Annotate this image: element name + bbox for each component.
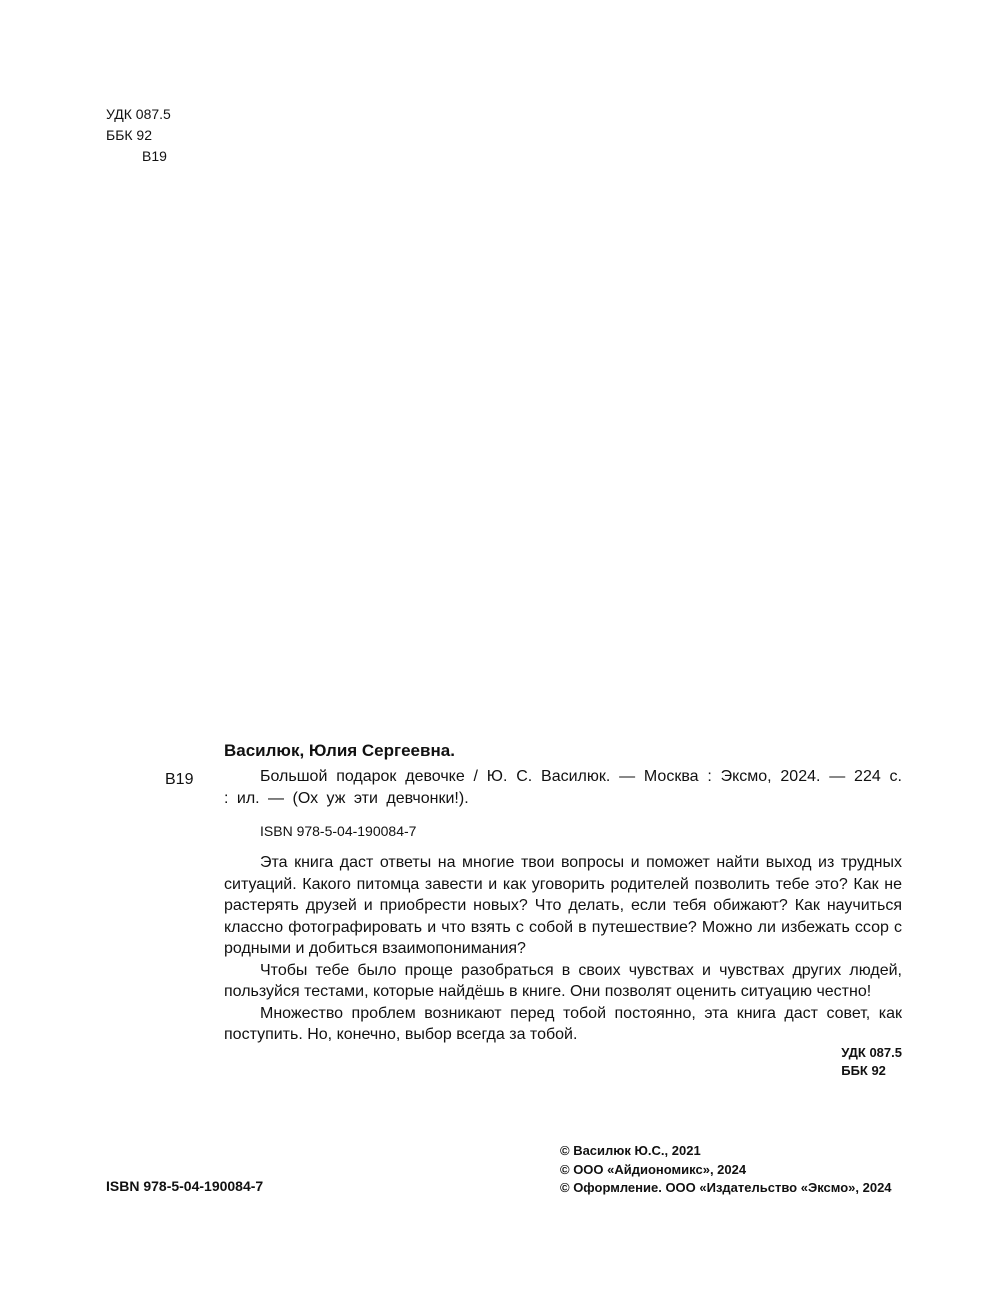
copyright-block: [560, 1142, 892, 1198]
copyright-line: © Оформление. ООО «Издательство «Эксмо», 2024: [560, 1180, 892, 1195]
annotation-paragraph: Множество проблем возникают перед тобой постоянно, эта книга даст совет, как поступить. Но, конечно, выбор всегда за тобой.: [224, 1004, 902, 1043]
card-bbk-code: ББК 92: [841, 1063, 886, 1078]
card-author: Василюк, Юлия Сергеевна.: [224, 741, 455, 760]
top-bbk-code: ББК 92: [106, 127, 152, 143]
top-author-mark: В19: [142, 148, 167, 164]
card-isbn: ISBN 978-5-04-190084-7: [260, 823, 417, 839]
card-classification-codes: [841, 1044, 902, 1080]
card-title-line: Большой подарок девочке / Ю. С. Василюк. — Москва : Эксмо, 2024. — 224 с. : ил. — (Ох уж эти девчонки!).: [224, 768, 902, 807]
top-udk-code: УДК 087.5: [106, 106, 171, 122]
catalog-card: [224, 740, 902, 1046]
annotation-paragraph: Эта книга даст ответы на многие твои вопросы и поможет найти выход из трудных ситуаций. Какого питомца завести и как уговорить родителей позволить тебе это? Как не растерять друзей и приобрести новых? Что делать, если тебя обижают? Как научиться классно фотографировать и что взять с собой в путешествие? Можно ли избежать ссор с родными и добиться взаимопонимания?: [224, 854, 902, 957]
annotation-paragraph: Чтобы тебе было проще разобраться в своих чувствах и чувствах других людей, пользуйся тестами, которые найдёшь в книге. Они позволят оценить ситуацию честно!: [224, 961, 902, 1000]
copyright-line: © Василюк Ю.С., 2021: [560, 1143, 701, 1158]
card-author-mark: В19: [165, 771, 194, 788]
copyright-line: © ООО «Айдиономикс», 2024: [560, 1161, 747, 1177]
top-classification-codes: [106, 104, 171, 167]
footer-isbn: ISBN 978-5-04-190084-7: [106, 1178, 264, 1194]
card-udk-code: УДК 087.5: [841, 1045, 902, 1060]
